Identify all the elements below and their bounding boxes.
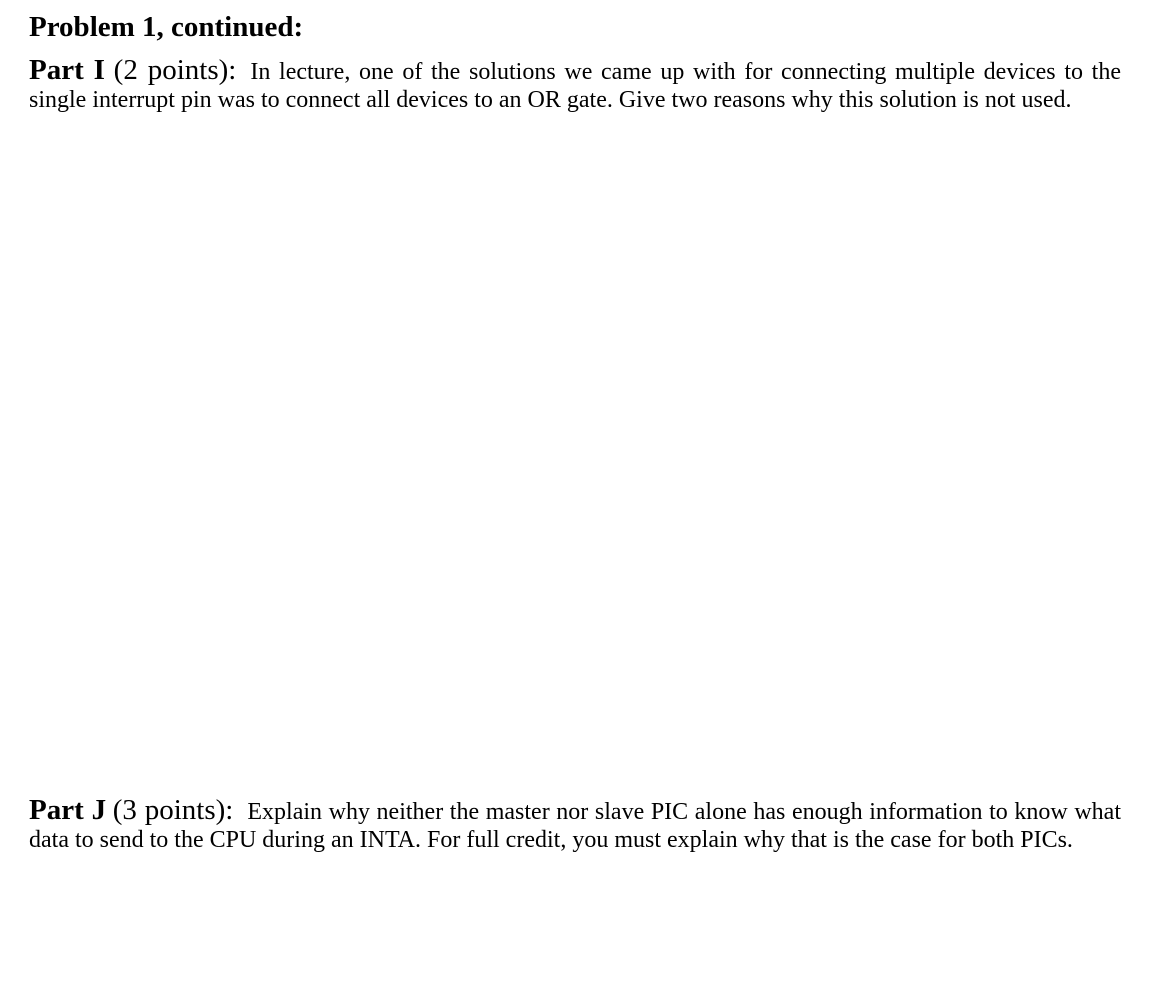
problem-heading: Problem 1, continued: bbox=[29, 11, 304, 43]
part-i-question bbox=[29, 56, 1121, 114]
part-j-answer-space bbox=[29, 860, 1121, 980]
exam-page bbox=[29, 0, 1121, 990]
part-i-points: (2 points): bbox=[113, 54, 237, 86]
part-i-text: In lecture, one of the solutions we came up with for connecting multiple devices to the single interrupt pin was to connect all devices to an OR gate. Give two reasons why this solution is not used. bbox=[29, 59, 1121, 113]
part-j-question bbox=[29, 796, 1121, 854]
part-j-text: Explain why neither the master nor slave PIC alone has enough information to know what data to send to the CPU during an INTA. For full credit, you must explain why that is the case for both PICs. bbox=[29, 799, 1122, 853]
part-i-answer-space bbox=[29, 120, 1121, 780]
part-i-label: Part I bbox=[29, 54, 105, 86]
part-j-points: (3 points): bbox=[112, 794, 234, 826]
part-j-label: Part J bbox=[29, 794, 107, 826]
